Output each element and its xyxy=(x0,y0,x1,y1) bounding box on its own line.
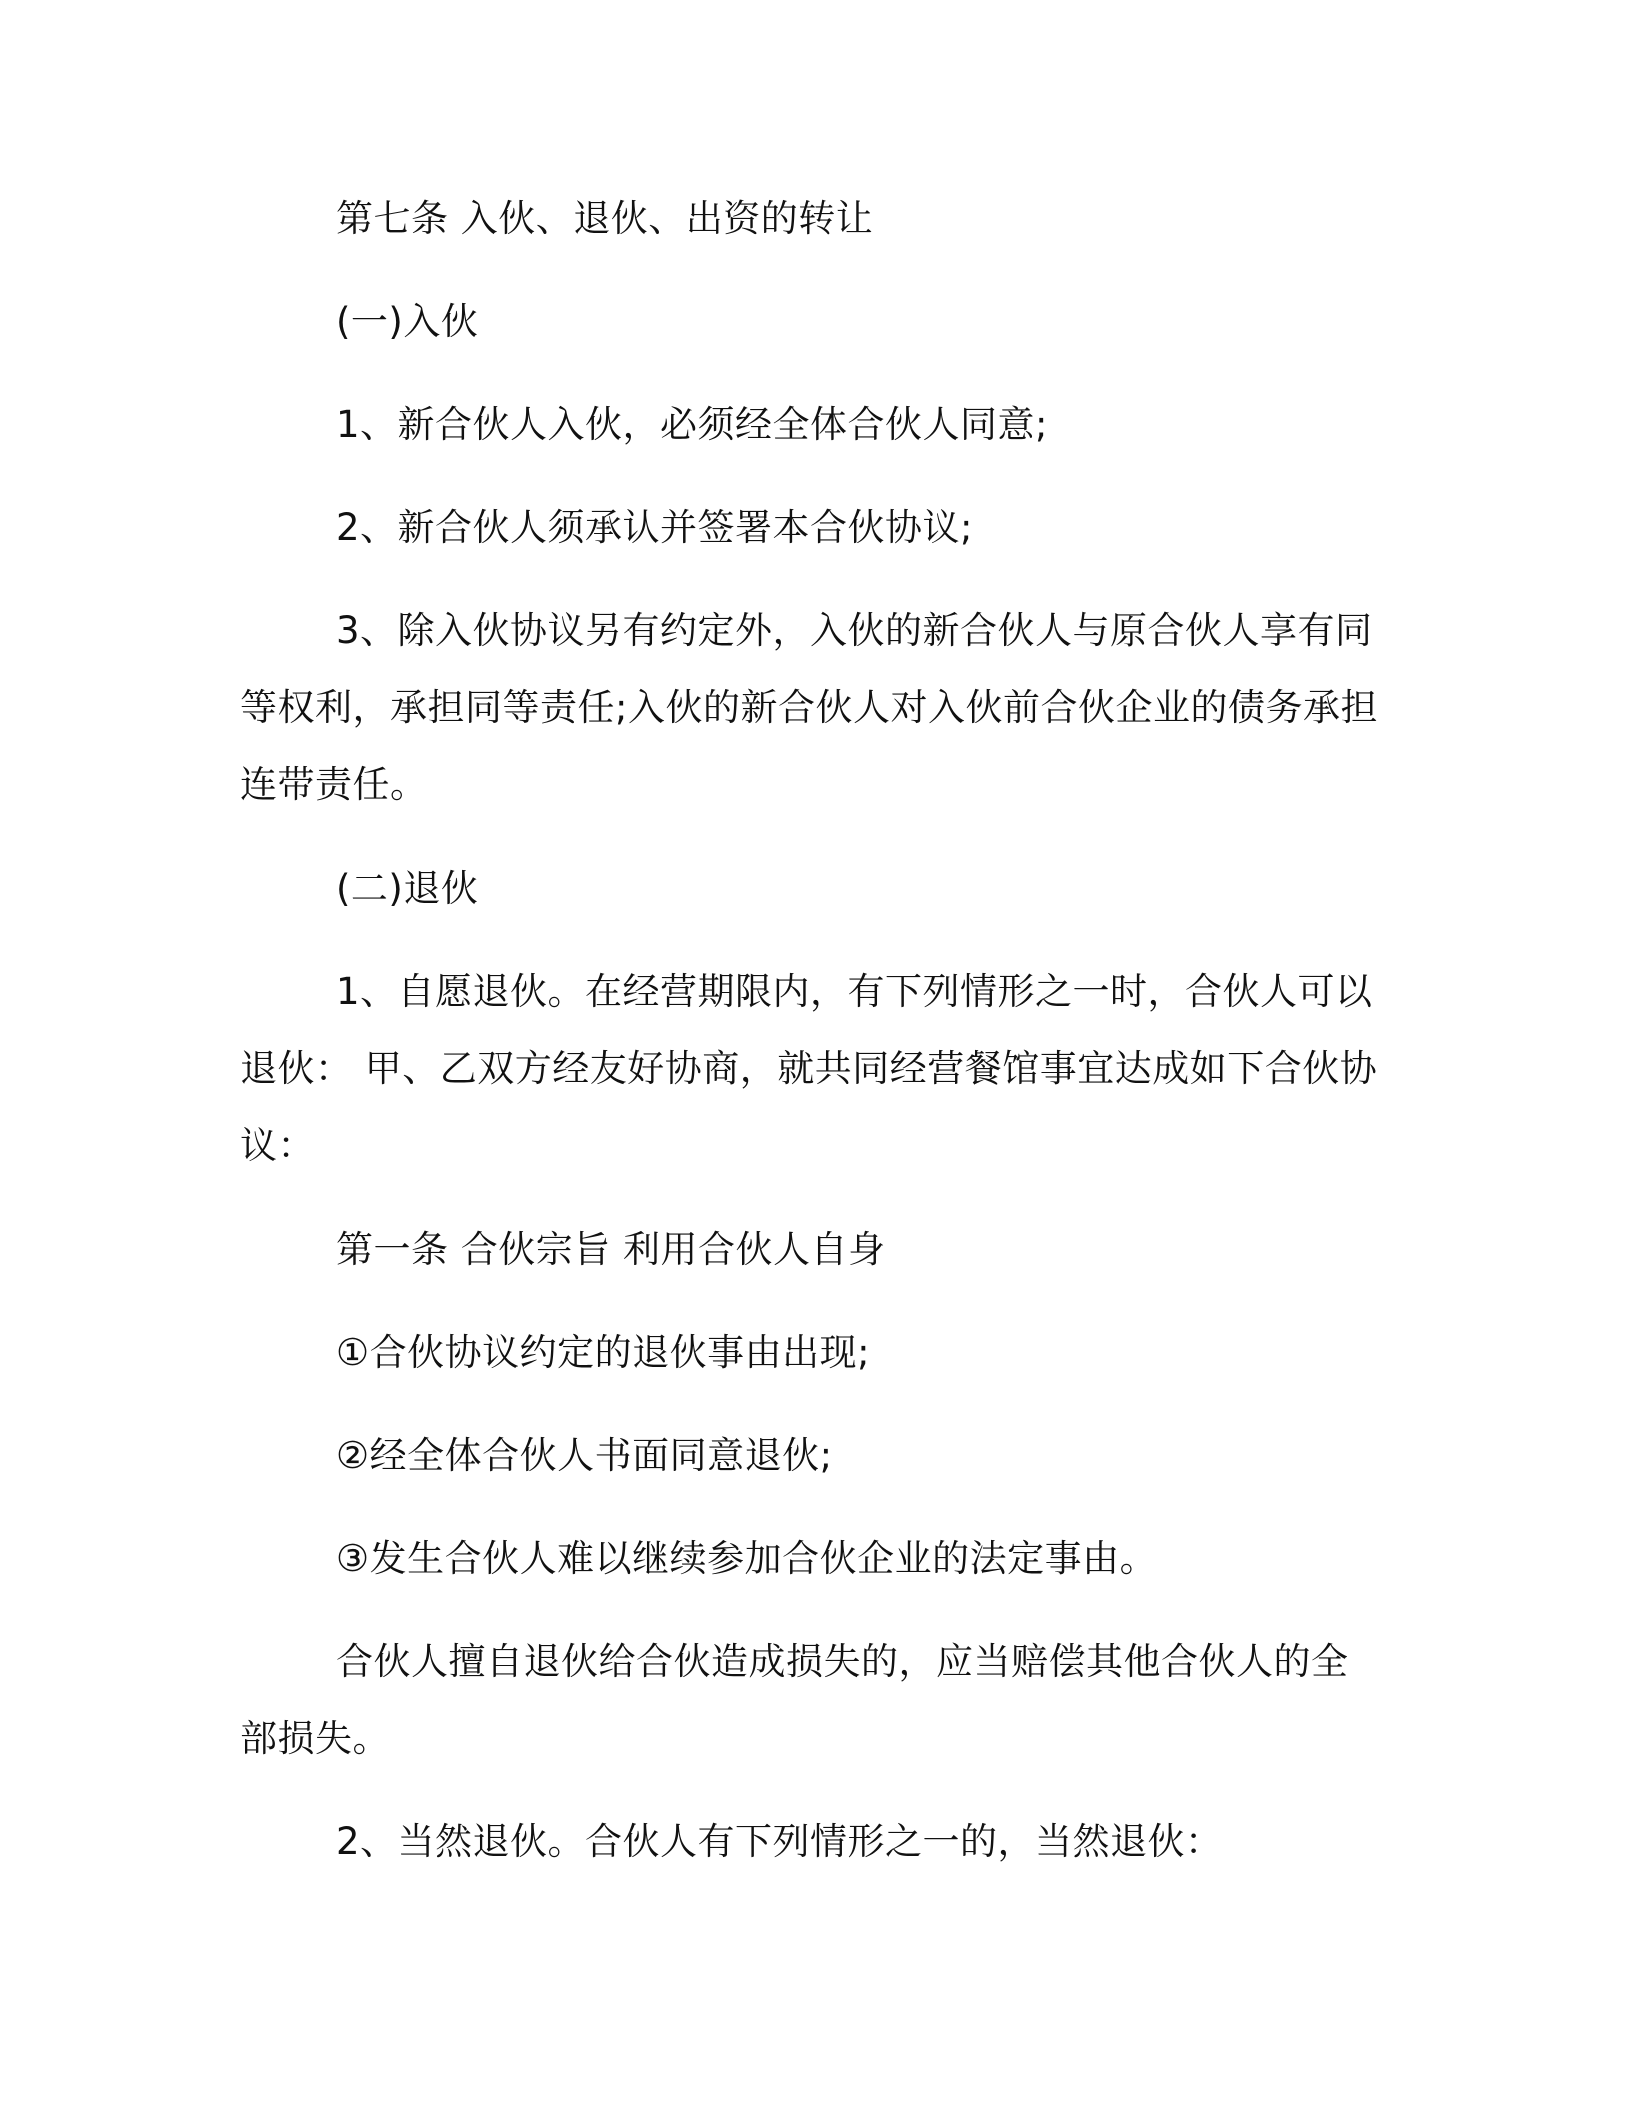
withdrawal-clause-1: 1、自愿退伙。在经营期限内，有下列情形之一时，合伙人可以退伙： 甲、乙双方经友好协商，就共同经营餐馆事宜达成如下合伙协议： xyxy=(240,970,1378,1167)
withdrawal-clause-2: 2、当然退伙。合伙人有下列情形之一的，当然退伙： xyxy=(336,1820,1223,1863)
joining-clause-1: 1、新合伙人入伙，必须经全体合伙人同意; xyxy=(336,403,1049,446)
joining-clause-2: 2、新合伙人须承认并签署本合伙协议; xyxy=(336,506,974,549)
section-joining-heading: (一)入伙 xyxy=(336,300,479,343)
article-1-heading: 第一条 合伙宗旨 利用合伙人自身 xyxy=(336,1228,886,1271)
withdrawal-item-3: ③发生合伙人难以继续参加合伙企业的法定事由。 xyxy=(336,1537,1158,1580)
joining-clause-3: 3、除入伙协议另有约定外，入伙的新合伙人与原合伙人享有同等权利，承担同等责任;入伙的新合伙人对入伙前合伙企业的债务承担连带责任。 xyxy=(240,609,1378,806)
withdrawal-item-2: ②经全体合伙人书面同意退伙; xyxy=(336,1434,833,1477)
unauthorized-withdrawal-clause: 合伙人擅自退伙给合伙造成损失的，应当赔偿其他合伙人的全部损失。 xyxy=(240,1640,1349,1760)
article-7-heading: 第七条 入伙、退伙、出资的转让 xyxy=(336,197,874,240)
section-withdrawal-heading: (二)退伙 xyxy=(336,867,479,910)
withdrawal-item-1: ①合伙协议约定的退伙事由出现; xyxy=(336,1331,871,1374)
